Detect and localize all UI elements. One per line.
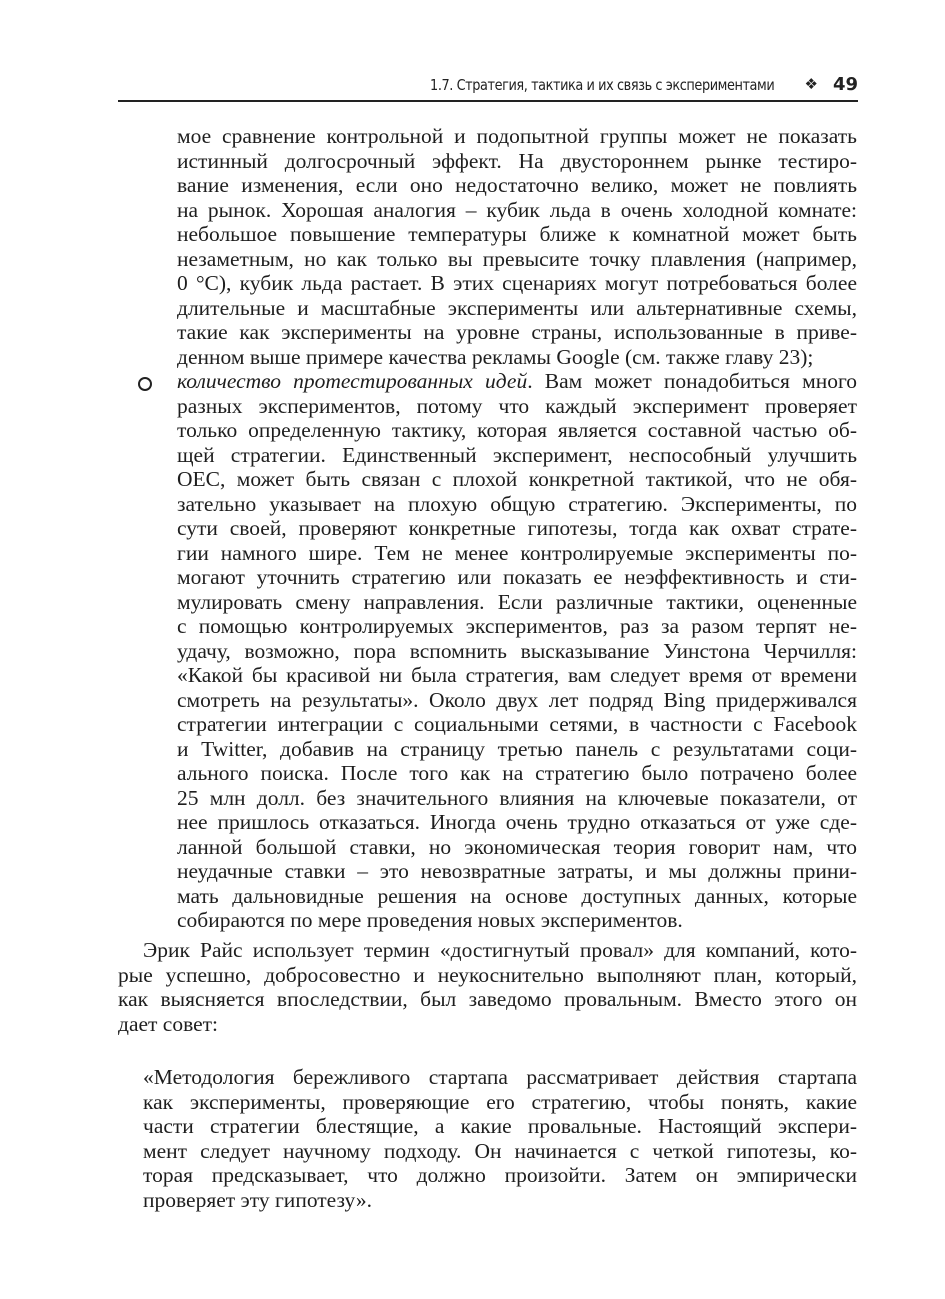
text-line: истинный долгосрочный эффект. На двустороннем рынке тестиро- [177, 148, 857, 173]
text-line: вание изменения, если оно недостаточно велико, может не повлиять [177, 173, 857, 197]
text-line: «Какой бы красивой ни была стратегия, вам следует время от времени [177, 663, 857, 687]
text-line: смотреть на результаты». Около двух лет подряд Bing придерживался [177, 687, 857, 712]
italic-lead: количество протестированных идей [177, 369, 528, 393]
text-line: мое сравнение контрольной и подопытной группы может не показать [177, 124, 857, 148]
text-line: рые успешно, добросовестно и неукоснительно выполняют план, который, [118, 962, 857, 987]
quote-line: мент следует научному подходу. Он начинается с четкой гипотезы, ко- [143, 1138, 857, 1163]
text-line: разных экспериментов, потому что каждый эксперимент проверяет [177, 393, 857, 418]
text-line: 25 млн долл. без значительного влияния на ключевые показатели, от [177, 785, 857, 810]
text-line: с помощью контролируемых экспериментов, раз за разом терпят не- [177, 614, 857, 638]
quote-line: проверяет эту гипотезу». [143, 1187, 372, 1212]
text-line: ланной большой ставки, но экономическая теория говорит нам, что [177, 834, 857, 859]
circle-bullet-icon [138, 377, 152, 391]
text-line: Эрик Райс использует термин «достигнутый провал» для компаний, кото- [143, 938, 857, 962]
text-line: собираются по мере проведения новых экспериментов. [177, 908, 683, 932]
page-number: 49 [832, 74, 858, 95]
bullet-first-line [177, 369, 857, 394]
quote-line: части стратегии блестящие, а какие провальные. Настоящий экспери- [143, 1114, 857, 1138]
text-line: ального поиска. После того как на стратегию было потрачено более [177, 761, 857, 785]
text-line: как выясняется впоследствии, был заведомо провальным. Вместо этого он [118, 987, 857, 1011]
quote-line: как эксперименты, проверяющие его стратегию, чтобы понять, какие [143, 1089, 857, 1114]
text-line: длительные и масштабные эксперименты или альтернативные схемы, [177, 295, 857, 320]
text-line: сути своей, проверяют конкретные гипотезы, тогда как охват страте- [177, 516, 857, 540]
text-fragment: . Вам может понадобиться много [527, 369, 857, 393]
text-line: стратегии интеграции с социальными сетями, в частности с Facebook [177, 712, 857, 736]
text-line: 0 °C), кубик льда растает. В этих сценариях могут потребоваться более [177, 271, 857, 295]
text-line: нее пришлось отказаться. Иногда очень трудно отказаться от уже сде- [177, 810, 857, 834]
text-line: дает совет: [118, 1011, 219, 1036]
text-line: зательно указывает на плохую общую стратегию. Эксперименты, по [177, 491, 857, 516]
text-line: удачу, возможно, пора вспомнить высказывание Уинстона Черчилля: [177, 638, 857, 663]
text-line: небольшое повышение температуры ближе к комнатной может быть [177, 222, 857, 246]
quote-line: «Методология бережливого стартапа рассматривает действия стартапа [143, 1065, 857, 1089]
text-line: такие как эксперименты на уровне страны, использованные в приве- [177, 320, 857, 344]
text-line: OEC, может быть связан с плохой конкретной тактикой, что не обя- [177, 467, 857, 491]
text-line: мать дальновидные решения на основе доступных данных, которые [177, 883, 857, 908]
text-line: незаметным, но как только вы превысите точку плавления (например, [177, 246, 857, 271]
quote-line: торая предсказывает, что должно произойти. Затем он эмпирически [143, 1163, 857, 1187]
running-header [118, 72, 858, 102]
text-line: мулировать смену направления. Если различные тактики, оцененные [177, 589, 857, 614]
text-line: и Twitter, добавив на страницу третью панель с результатами соци- [177, 736, 857, 761]
text-line: только определенную тактику, которая является составной частью об- [177, 418, 857, 442]
text-line: на рынок. Хорошая аналогия – кубик льда в очень холодной комнате: [177, 197, 857, 222]
text-line: неудачные ставки – это невозвратные затраты, и мы должны прини- [177, 859, 857, 883]
text-line: могают уточнить стратегию или показать ее неэффективность и сти- [177, 565, 857, 589]
ornament-icon: ❖ [804, 75, 818, 93]
text-line: гии намного шире. Тем не менее контролируемые эксперименты по- [177, 540, 857, 565]
text-line: денном выше примере качества рекламы Google (см. также главу 23); [177, 344, 814, 369]
section-title: 1.7. Стратегия, тактика и их связь с экспериментами [429, 76, 774, 94]
text-line: щей стратегии. Единственный эксперимент, неспособный улучшить [177, 442, 857, 467]
